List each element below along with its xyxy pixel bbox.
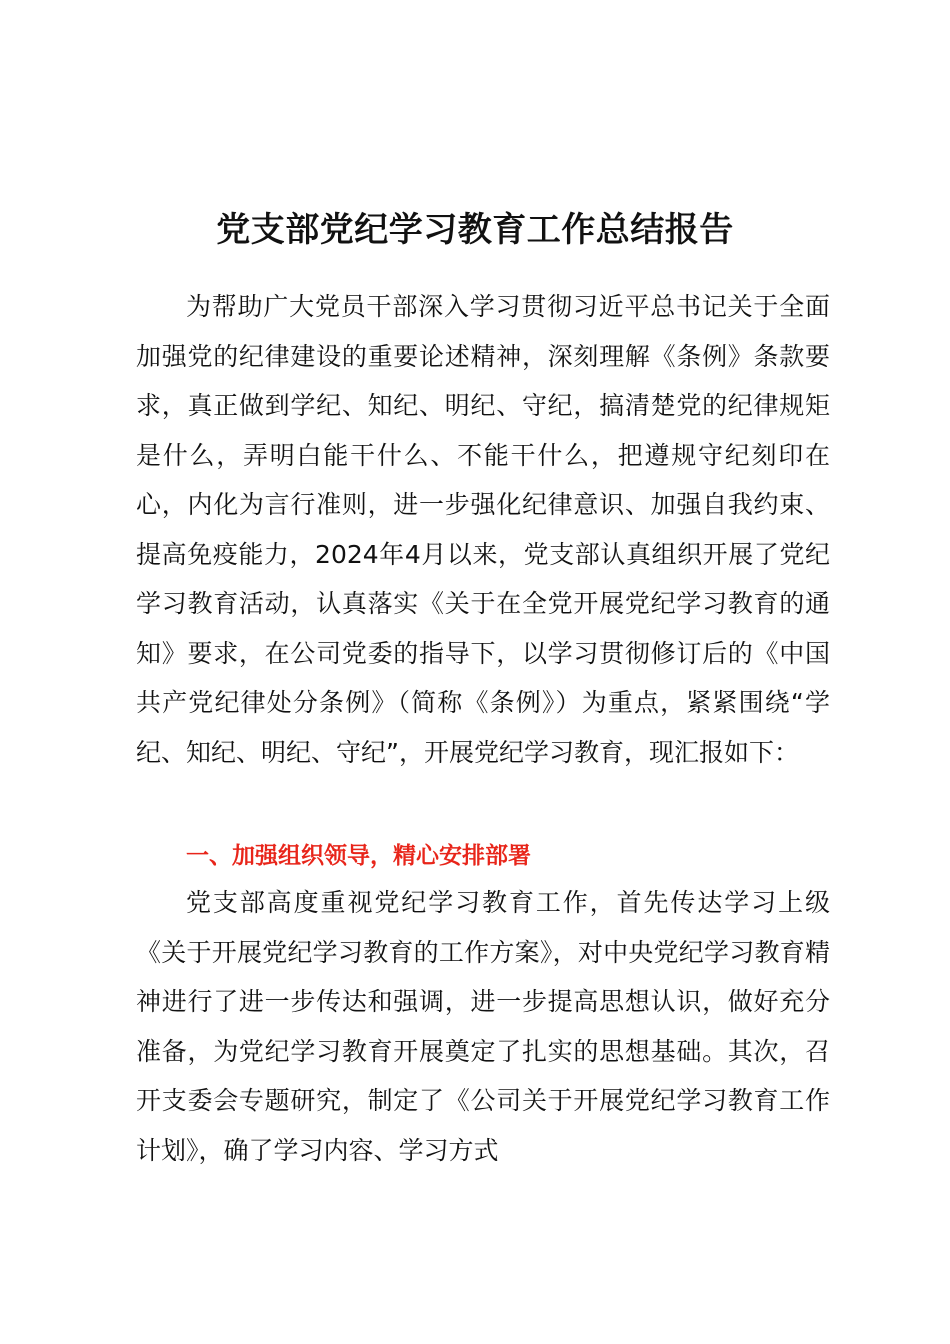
section-paragraph: 党支部高度重视党纪学习教育工作，首先传达学习上级《关于开展党纪学习教育的工作方案》，对中央党纪学习教育精神进行了进一步传达和强调，进一步提高思想认识，做好充分准备，为党纪学习教育开展奠定了扎实的思想基础。其次，召开支委会专题研究，制定了《公司关于开展党纪学习教育工作计划》，确了学习内容、学习方式: [136, 888, 830, 1165]
document-title: 党支部党纪学习教育工作总结报告: [216, 210, 734, 250]
intro-paragraph: 为帮助广大党员干部深入学习贯彻习近平总书记关于全面加强党的纪律建设的重要论述精神，深刻理解《条例》条款要求，真正做到学纪、知纪、明纪、守纪，搞清楚党的纪律规矩是什么，弄明白能干什么、不能干什么，把遵规守纪刻印在心，内化为言行准则，进一步强化纪律意识、加强自我约束、提高免疫能力，2024年4月以来，党支部认真组织开展了党纪学习教育活动，认真落实《关于在全党开展党纪学习教育的通知》要求，在公司党委的指导下，以学习贯彻修订后的《中国共产党纪律处分条例》（简称《条例》）为重点，紧紧围绕“学纪、知纪、明纪、守纪”，开展党纪学习教育，现汇报如下：: [136, 292, 830, 767]
section-heading: 一、加强组织领导，精心安排部署: [186, 843, 531, 869]
